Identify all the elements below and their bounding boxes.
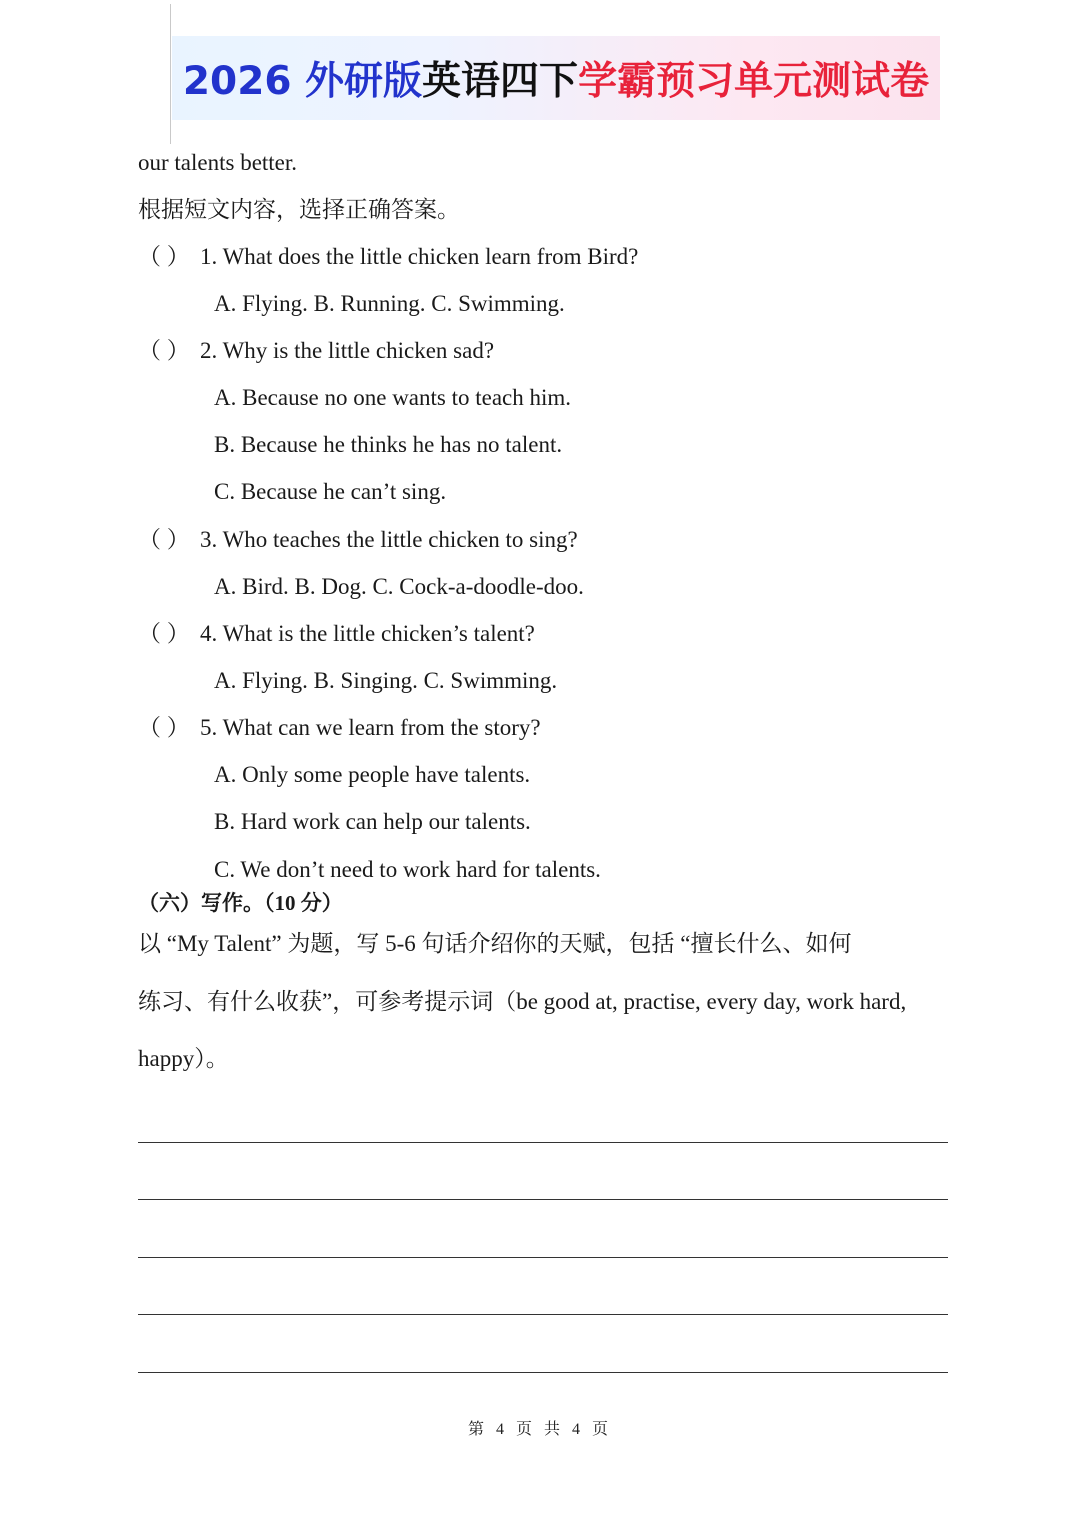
question-4 [138,619,535,649]
question-text: 2. Why is the little chicken sad? [200,338,495,363]
page-footer: 第 4 页 共 4 页 [467,1421,612,1438]
answer-writing-line[interactable] [138,1257,948,1258]
question-text: 1. What does the little chicken learn from Bird? [200,244,639,269]
writing-prompt-line-2: 练习、有什么收获”，可参考提示词（be good at, practise, every day, work hard, [138,989,907,1014]
banner-year-edition: 2026 外研版 [182,59,423,104]
question-3 [138,525,578,555]
option-line: A. Bird. B. Dog. C. Cock-a-doodle-doo. [214,574,584,599]
question-text: 4. What is the little chicken’s talent? [200,621,535,646]
writing-prompt-line-3: happy）。 [138,1046,229,1071]
question-5 [138,713,541,743]
question-text: 5. What can we learn from the story? [200,715,541,740]
margin-line [170,4,171,144]
question-1 [138,242,638,272]
option-line: A. Because no one wants to teach him. [214,385,572,410]
option-line: A. Only some people have talents. [214,762,531,787]
writing-heading: （六）写作。（10 分） [138,891,343,915]
option-line: A. Flying. B. Singing. C. Swimming. [214,668,558,693]
option-line: A. Flying. B. Running. C. Swimming. [214,291,565,316]
answer-blank[interactable]: （ ） [138,715,190,740]
answer-blank[interactable]: （ ） [138,621,190,646]
writing-prompt-line-1: 以 “My Talent” 为题，写 5-6 句话介绍你的天赋，包括 “擅长什么、如何 [138,931,852,956]
banner-test-name: 学霸预习单元测试卷 [578,59,930,104]
title-banner [172,36,940,120]
answer-writing-line[interactable] [138,1142,948,1143]
banner-subject: 英语四下 [422,59,579,104]
instruction: 根据短文内容，选择正确答案。 [138,197,460,222]
passage-end: our talents better. [138,150,298,175]
option-line: B. Because he thinks he has no talent. [214,432,563,457]
option-line: C. Because he can’t sing. [214,479,447,504]
option-line: B. Hard work can help our talents. [214,809,531,834]
answer-writing-line[interactable] [138,1372,948,1373]
answer-blank[interactable]: （ ） [138,338,190,363]
question-2 [138,336,494,366]
answer-writing-line[interactable] [138,1199,948,1200]
option-line: C. We don’t need to work hard for talents. [214,857,601,882]
answer-blank[interactable]: （ ） [138,244,190,269]
answer-blank[interactable]: （ ） [138,527,190,552]
answer-writing-line[interactable] [138,1314,948,1315]
question-text: 3. Who teaches the little chicken to sing? [200,527,578,552]
